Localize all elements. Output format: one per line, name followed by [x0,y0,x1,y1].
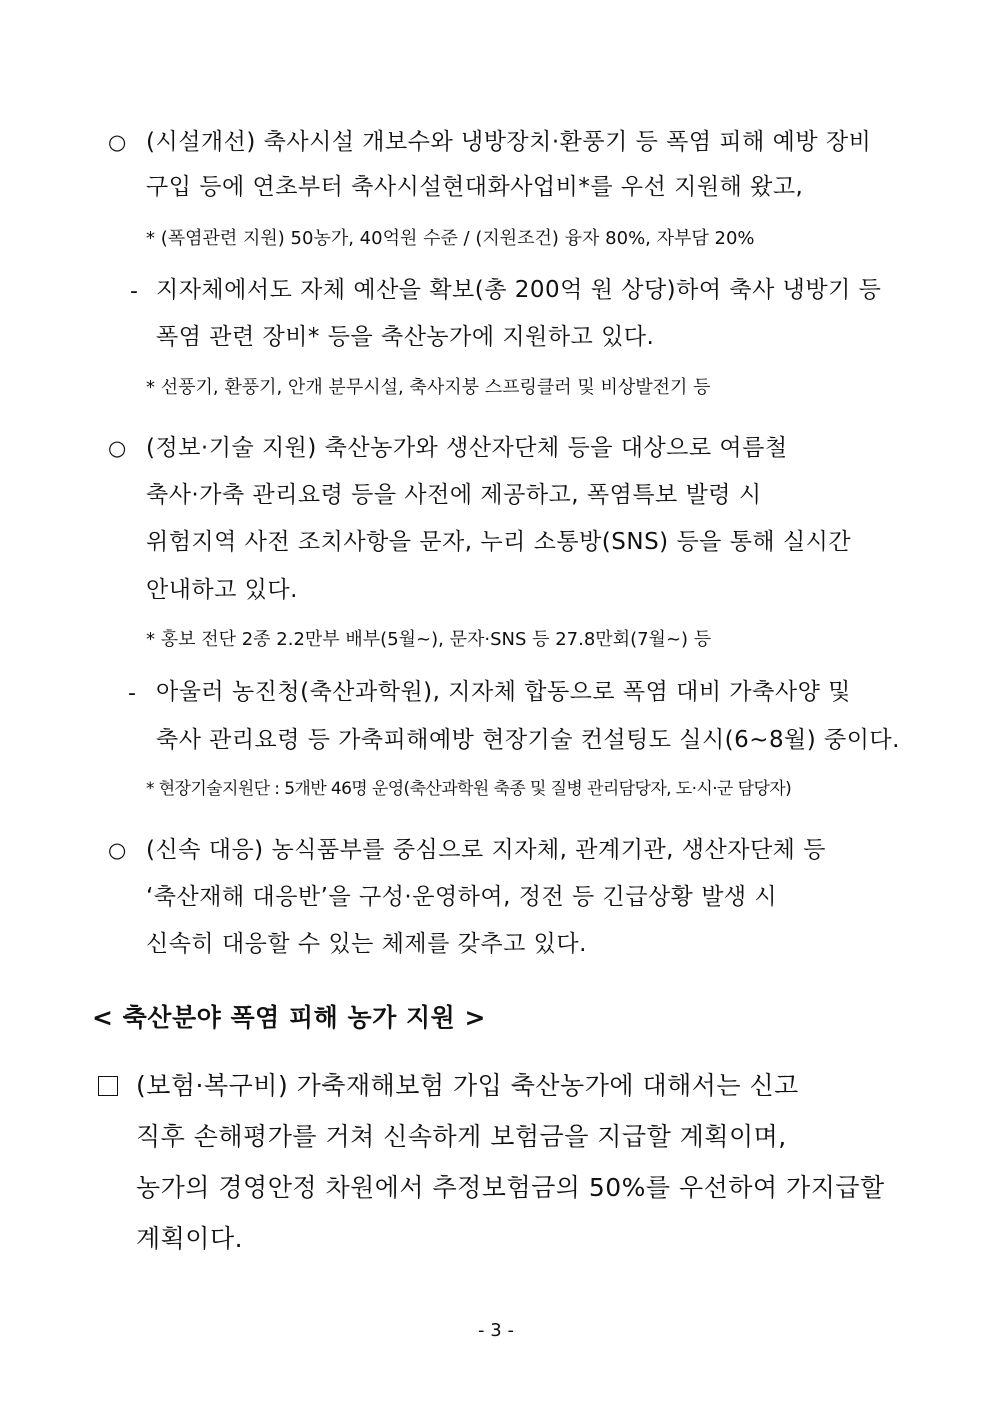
facility-line-2: 구입 등에 연초부터 축사시설현대화사업비*를 우선 지원해 왔고, [146,174,804,200]
info-sub-line-2: 축사 관리요령 등 가축피해예방 현장기술 컨설팅도 실시(6~8월) 중이다. [156,727,900,753]
circle-bullet-facility: ○ [108,130,127,154]
checkbox-square-icon [98,1076,118,1096]
response-line-1: (신속 대응) 농식품부를 중심으로 지자체, 관계기관, 생산자단체 등 [146,837,826,863]
facility-sub-line-1: 지자체에서도 자체 예산을 확보(총 200억 원 상당)하여 축사 냉방기 등 [156,277,882,303]
dash-bullet-info: - [128,681,136,706]
info-sub-note: * 현장기술지원단 : 5개반 46명 운영(축산과학원 축종 및 질병 관리담당자, 도·시·군 담당자) [146,779,792,799]
info-note: * 홍보 전단 2종 2.2만부 배부(5월~), 문자·SNS 등 27.8만회(7월~) 등 [146,629,712,650]
page-number: - 3 - [478,1320,514,1341]
insurance-line-2: 직후 손해평가를 거쳐 신속하게 보험금을 지급할 계획이며, [136,1122,787,1151]
section-heading: < 축산분야 폭염 피해 농가 지원 > [92,1003,486,1032]
facility-sub-note: * 선풍기, 환풍기, 안개 분무시설, 축사지붕 스프링클러 및 비상발전기 등 [146,377,711,398]
circle-bullet-info: ○ [108,436,127,460]
info-sub-line-1: 아울러 농진청(축산과학원), 지자체 합동으로 폭염 대비 가축사양 및 [156,679,851,705]
info-line-2: 축사·가축 관리요령 등을 사전에 제공하고, 폭염특보 발령 시 [146,482,762,508]
info-line-3: 위험지역 사전 조치사항을 문자, 누리 소통방(SNS) 등을 통해 실시간 [146,529,852,555]
response-line-2: ‘축산재해 대응반’을 구성·운영하여, 정전 등 긴급상황 발생 시 [146,884,778,910]
response-line-3: 신속히 대응할 수 있는 체제를 갖추고 있다. [146,931,587,957]
facility-sub-line-2: 폭염 관련 장비* 등을 축산농가에 지원하고 있다. [156,324,655,350]
facility-line-1: (시설개선) 축사시설 개보수와 냉방장치·환풍기 등 폭염 피해 예방 장비 [146,129,872,155]
insurance-line-4: 계획이다. [136,1224,244,1253]
dash-bullet-facility: - [130,279,138,304]
insurance-line-3: 농가의 경영안정 차원에서 추정보험금의 50%를 우선하여 가지급할 [136,1173,885,1202]
info-line-4: 안내하고 있다. [146,577,298,603]
circle-bullet-response: ○ [108,838,127,862]
insurance-line-1: (보험·복구비) 가축재해보험 가입 축산농가에 대해서는 신고 [136,1071,799,1100]
info-line-1: (정보·기술 지원) 축산농가와 생산자단체 등을 대상으로 여름철 [146,435,788,461]
facility-note: * (폭염관련 지원) 50농가, 40억원 수준 / (지원조건) 융자 80%, 자부담 20% [146,228,755,249]
